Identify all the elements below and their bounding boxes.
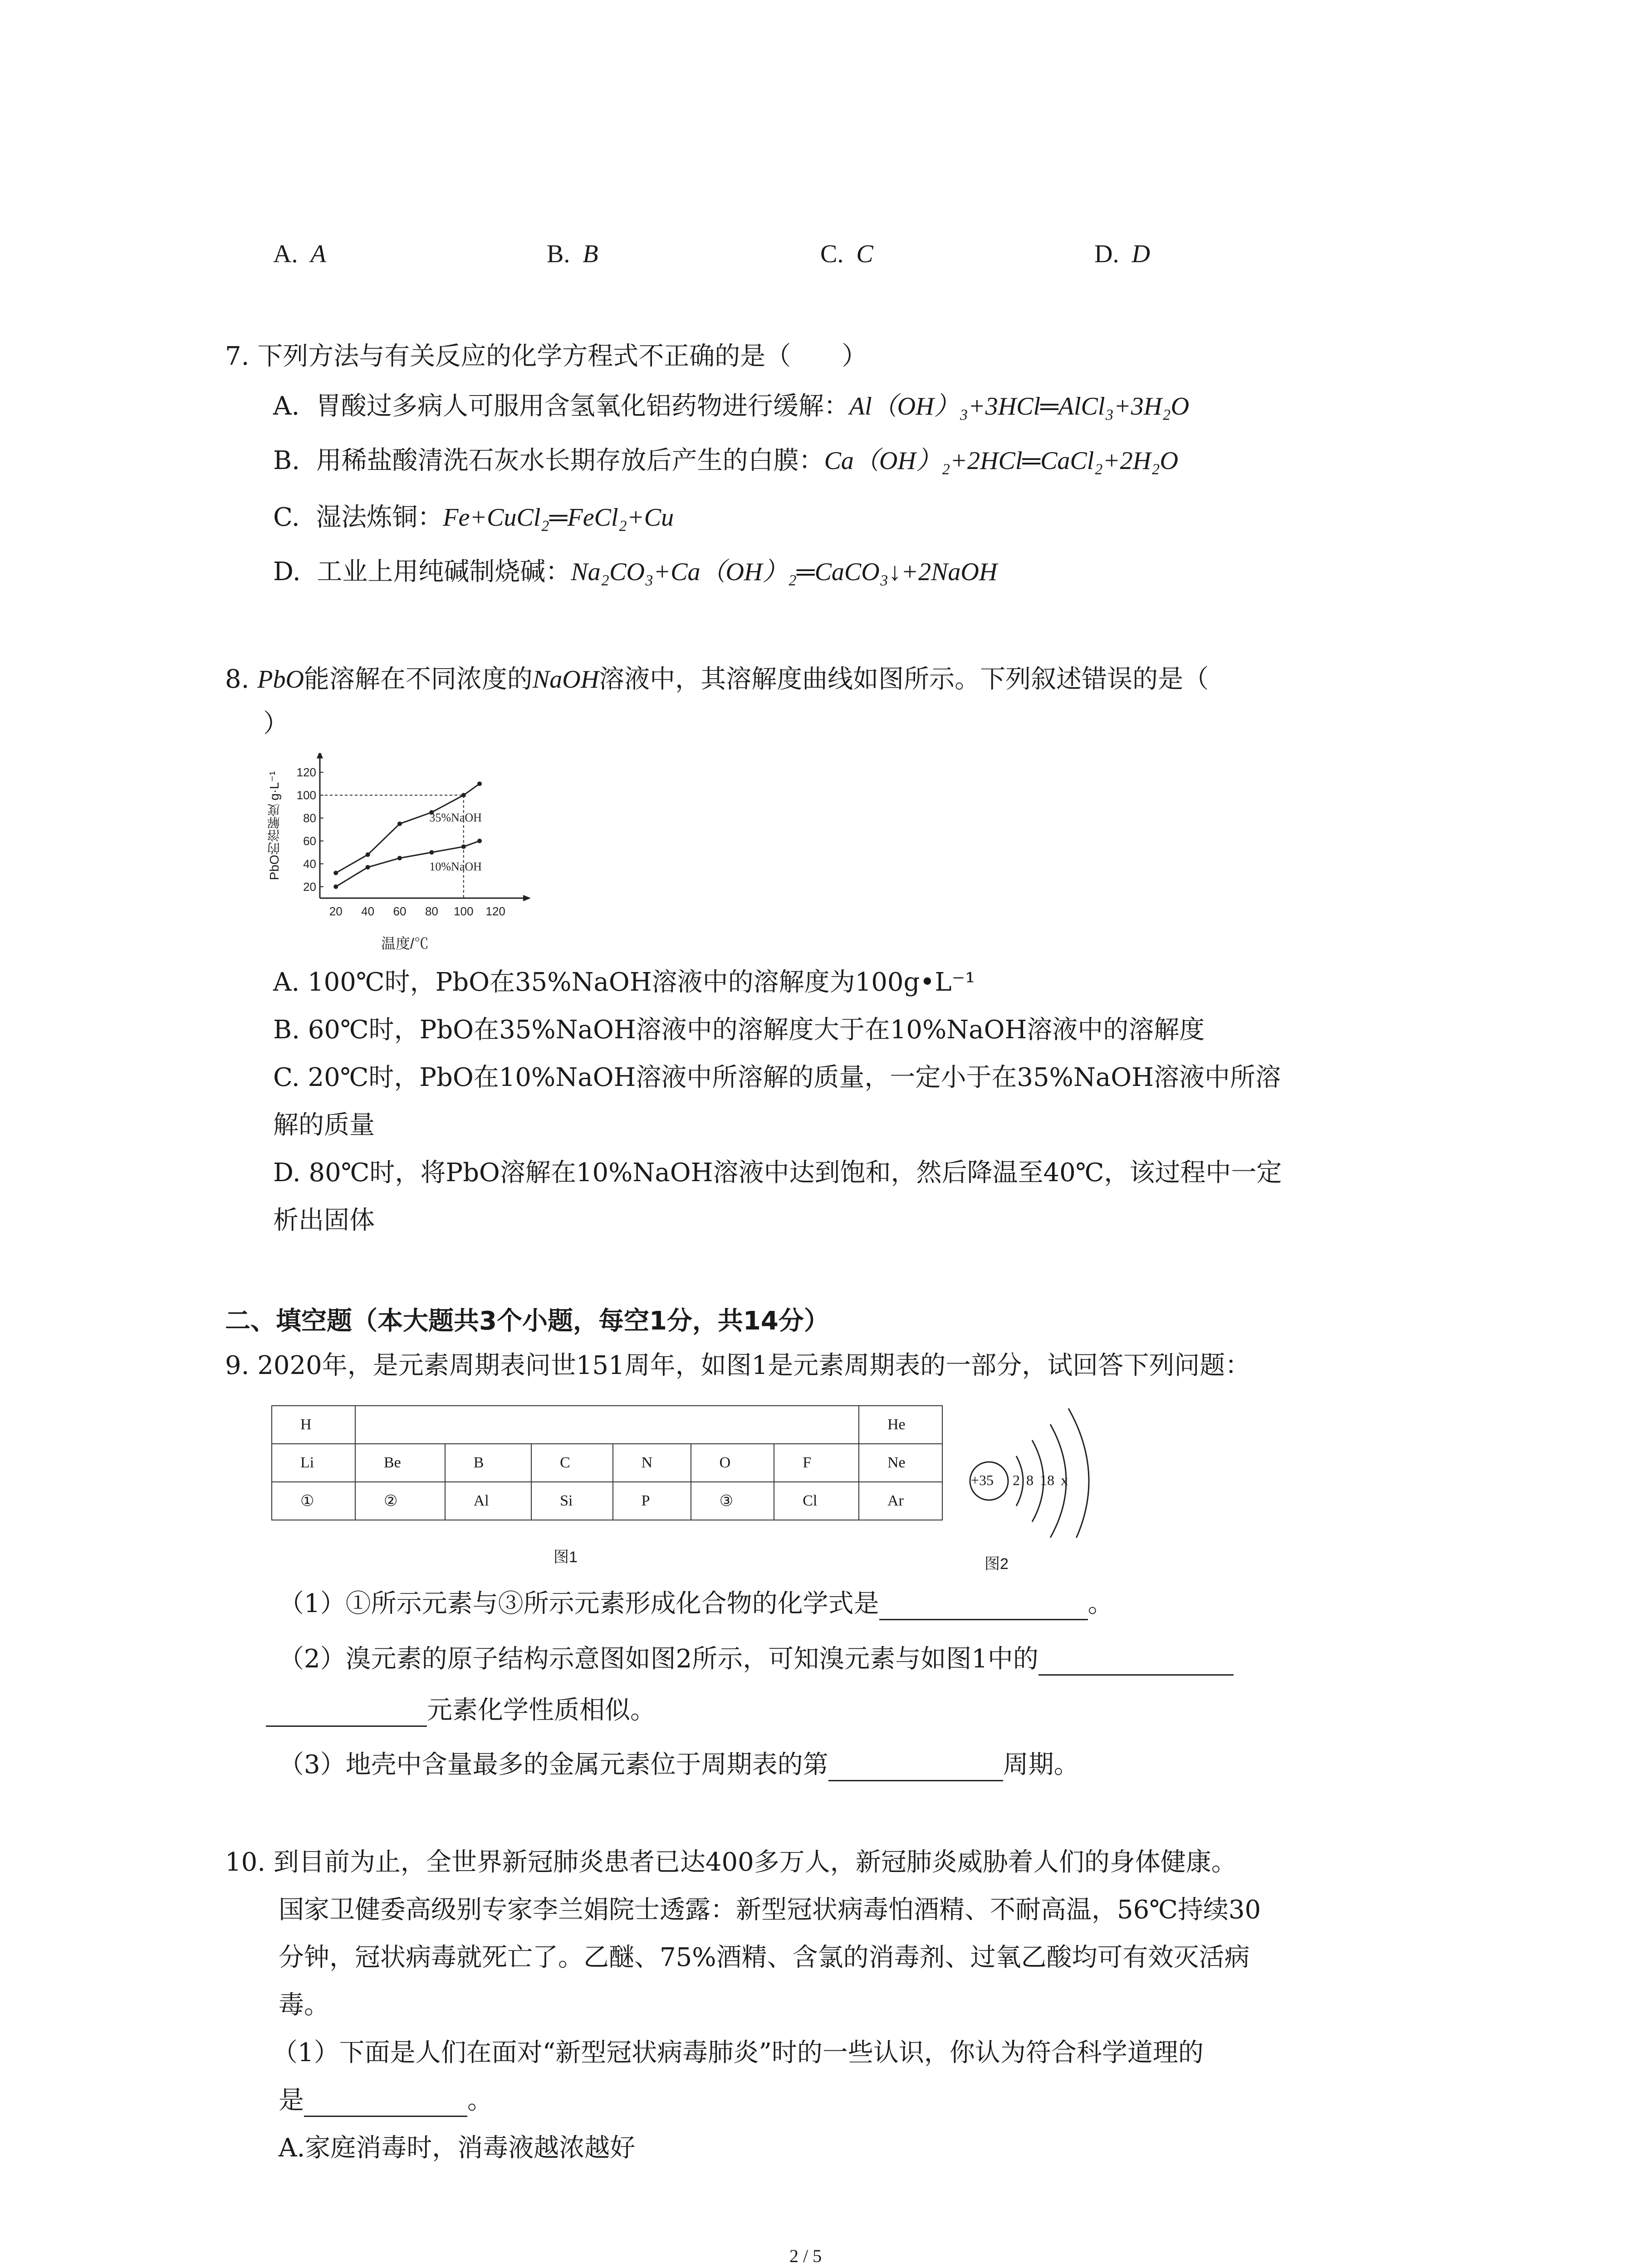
q10-line-1: 10. 到目前为止，全世界新冠肺炎患者已达400多万人，新冠肺炎威胁着人们的身体健康。 bbox=[225, 1848, 1237, 1877]
y-tick-label: 40 bbox=[303, 857, 316, 871]
pt-cell: Al bbox=[445, 1482, 531, 1520]
q8-option-c-line1: C. 20℃时，PbO在10%NaOH溶液中所溶解的质量，一定小于在35%NaOH溶液中所溶 bbox=[273, 1063, 1281, 1092]
pt-cell: Cl bbox=[774, 1482, 859, 1520]
q7-option-a: A. 胃酸过多病人可服用含氢氧化铝药物进行缓解：Al（OH）₃+3HCl═AlCl₃+3H₂O bbox=[273, 391, 1190, 421]
pt-cell: ③ bbox=[691, 1482, 774, 1520]
chart-x-axis-label: 温度/℃ bbox=[381, 935, 429, 952]
q9-part-3: （3）地壳中含量最多的金属元素位于周期表的第 周期。 bbox=[279, 1749, 1079, 1781]
q8-stem: 8. PbO能溶解在不同浓度的NaOH溶液中，其溶解度曲线如图所示。下列叙述错误的是（ bbox=[225, 665, 1209, 694]
data-point bbox=[397, 821, 402, 826]
pt-cell: Be bbox=[355, 1444, 445, 1482]
y-tick-label: 80 bbox=[303, 811, 316, 825]
pt-cell: Ne bbox=[859, 1444, 942, 1482]
x-tick-label: 120 bbox=[485, 904, 505, 918]
pt-cell: Li bbox=[272, 1444, 355, 1482]
answer-blank[interactable] bbox=[879, 1593, 1088, 1620]
answer-blank[interactable] bbox=[304, 2090, 467, 2117]
q8-stem-close: ） bbox=[263, 709, 289, 738]
atom-nucleus-label: +35 bbox=[971, 1472, 994, 1488]
y-tick-label: 60 bbox=[303, 834, 316, 848]
pt-cell: ② bbox=[355, 1482, 445, 1520]
q7-option-b: B. 用稀盐酸清洗石灰水长期存放后产生的白膜：Ca（OH）₂+2HCl═CaCl₂+2H₂O bbox=[273, 446, 1178, 475]
q8-option-d-line1: D. 80℃时，将PbO溶解在10%NaOH溶液中达到饱和，然后降温至40℃，该过程中一定 bbox=[273, 1158, 1282, 1188]
pt-cell: C bbox=[531, 1444, 612, 1482]
q10-line-6: 是 。 bbox=[279, 2084, 493, 2117]
pt-cell: He bbox=[859, 1406, 942, 1444]
pt-cell: ① bbox=[272, 1482, 355, 1520]
q6-option-d: D. D bbox=[1094, 240, 1150, 268]
q8-option-a: A. 100℃时，PbO在35%NaOH溶液中的溶解度为100g•L⁻¹ bbox=[273, 968, 975, 997]
page-number: 2 / 5 bbox=[789, 2246, 822, 2266]
pt-cell: P bbox=[613, 1482, 691, 1520]
q9-part-2-cont: 元素化学性质相似。 bbox=[266, 1694, 656, 1727]
y-axis-arrow bbox=[317, 753, 323, 758]
q7-option-c: C. 湿法炼铜：Fe+CuCl₂═FeCl₂+Cu bbox=[273, 503, 674, 532]
data-point bbox=[397, 856, 402, 860]
q9-stem: 9. 2020年，是元素周期表问世151周年，如图1是元素周期表的一部分，试回答下列问题： bbox=[225, 1351, 1251, 1380]
answer-blank[interactable] bbox=[266, 1700, 427, 1727]
pt-cell: F bbox=[774, 1444, 859, 1482]
q10-line-2: 国家卫健委高级别专家李兰娟院士透露：新型冠状病毒怕酒精、不耐高温，56℃持续30 bbox=[279, 1895, 1261, 1925]
q6-option-c: C. C bbox=[820, 240, 873, 268]
series-label: 10%NaOH bbox=[429, 860, 482, 874]
q10-line-4: 毒。 bbox=[279, 1990, 329, 2020]
x-axis-arrow bbox=[523, 895, 531, 901]
pt-cell: N bbox=[613, 1444, 691, 1482]
periodic-table bbox=[271, 1405, 943, 1520]
q7-stem: 7. 下列方法与有关反应的化学方程式不正确的是（ ） bbox=[225, 342, 867, 371]
series-label: 35%NaOH bbox=[429, 811, 482, 824]
q7-option-d: D. 工业上用纯碱制烧碱：Na₂CO₃+Ca（OH）₂═CaCO₃↓+2NaOH bbox=[273, 557, 998, 587]
pt-cell: O bbox=[691, 1444, 774, 1482]
x-tick-label: 40 bbox=[361, 904, 375, 918]
data-point bbox=[461, 845, 466, 849]
x-tick-label: 20 bbox=[329, 904, 343, 918]
y-tick-label: 100 bbox=[296, 788, 316, 802]
pt-cell: Si bbox=[531, 1482, 612, 1520]
q10-line-3: 分钟，冠状病毒就死亡了。乙醚、75%酒精、含氯的消毒剂、过氧乙酸均可有效灭活病 bbox=[279, 1943, 1250, 1972]
electron-shell-arc-4 bbox=[1068, 1408, 1089, 1538]
figure-1-caption: 图1 bbox=[554, 1549, 578, 1566]
q10-option-a: A.家庭消毒时，消毒液越浓越好 bbox=[279, 2133, 636, 2163]
x-tick-label: 100 bbox=[454, 904, 474, 918]
y-tick-label: 20 bbox=[303, 880, 316, 894]
q8-option-c-line2: 解的质量 bbox=[273, 1110, 375, 1140]
q6-option-b: B. B bbox=[547, 240, 598, 268]
q9-part-2: （2）溴元素的原子结构示意图如图2所示，可知溴元素与如图1中的 bbox=[279, 1643, 1234, 1676]
data-point bbox=[477, 782, 482, 786]
y-tick-label: 120 bbox=[296, 765, 316, 779]
chart-y-axis-label: PbO的溶解度 g·L⁻¹ bbox=[267, 771, 281, 880]
q8-option-d-line2: 析出固体 bbox=[273, 1206, 375, 1235]
x-tick-label: 80 bbox=[425, 904, 438, 918]
data-point bbox=[333, 885, 338, 889]
data-point bbox=[366, 865, 370, 870]
pt-cell: B bbox=[445, 1444, 531, 1482]
pt-cell: Ar bbox=[859, 1482, 942, 1520]
bromine-atom-diagram bbox=[957, 1393, 1121, 1538]
data-point bbox=[366, 852, 370, 857]
answer-blank[interactable] bbox=[828, 1755, 1003, 1781]
q8-option-b: B. 60℃时，PbO在35%NaOH溶液中的溶解度大于在10%NaOH溶液中的溶解度 bbox=[273, 1015, 1205, 1045]
solubility-chart bbox=[268, 753, 540, 953]
data-point bbox=[461, 793, 466, 797]
x-tick-label: 60 bbox=[393, 904, 407, 918]
q6-option-a: A. A bbox=[273, 240, 326, 268]
section-heading: 二、填空题（本大题共3个小题，每空1分，共14分） bbox=[225, 1306, 829, 1336]
pt-cell-empty bbox=[355, 1406, 859, 1444]
q10-line-5: （1）下面是人们在面对“新型冠状病毒肺炎”时的一些认识，你认为符合科学道理的 bbox=[272, 2038, 1204, 2068]
pt-cell: H bbox=[272, 1406, 355, 1444]
q9-part-1: （1）①所示元素与③所示元素形成化合物的化学式是 。 bbox=[279, 1588, 1113, 1620]
atom-shell-electrons: 2 8 18 x bbox=[1013, 1472, 1068, 1488]
series-line bbox=[336, 784, 480, 873]
answer-blank[interactable] bbox=[1038, 1649, 1234, 1676]
data-point bbox=[333, 871, 338, 875]
figure-2-caption: 图2 bbox=[985, 1555, 1009, 1573]
data-point bbox=[477, 839, 482, 843]
data-point bbox=[429, 850, 434, 855]
